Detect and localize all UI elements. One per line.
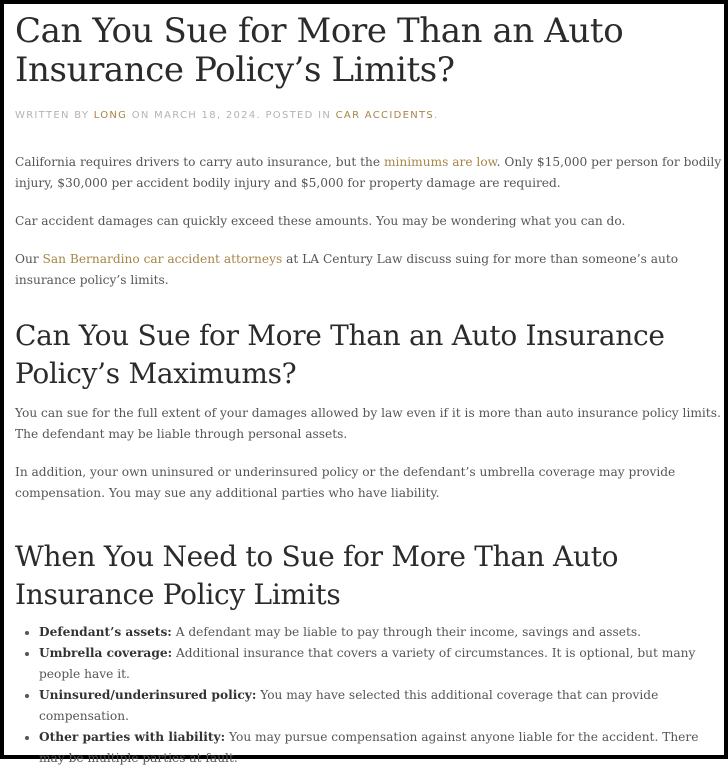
list-item	[39, 622, 723, 643]
section-1-heading: Can You Sue for More Than an Auto Insurance Policy’s Maximums?	[15, 319, 665, 390]
intro-paragraph-3	[15, 249, 723, 291]
list-item-label: Umbrella coverage:	[39, 646, 173, 660]
minimums-link[interactable]: minimums are low	[383, 155, 497, 169]
intro-p3-before: Our	[15, 252, 39, 266]
intro-p1-after: . Only $15,000 per person for bodily injury, $30,000 per accident bodily injury and $5,000 for property damage are required.	[15, 155, 722, 190]
meta-written-by: WRITTEN BY	[15, 110, 90, 121]
meta-on: ON	[131, 110, 150, 121]
article	[4, 4, 723, 769]
intro-paragraph-2: Car accident damages can quickly exceed these amounts. You may be wondering what you can do.	[15, 214, 626, 228]
article-meta	[15, 110, 723, 121]
reasons-list	[15, 622, 723, 769]
list-item-label: Uninsured/underinsured policy:	[39, 688, 257, 702]
article-title: Can You Sue for More Than an Auto Insurance Policy’s Limits?	[15, 11, 624, 90]
list-item	[39, 727, 723, 769]
intro-p1-before: California requires drivers to carry auto insurance, but the	[15, 155, 381, 169]
meta-end: .	[434, 110, 439, 121]
list-item	[39, 643, 723, 685]
section-1-paragraph-2: In addition, your own uninsured or underinsured policy or the defendant’s umbrella coverage may provide compensation. You may sue any additional parties who have liability.	[15, 465, 676, 500]
list-item-text: Additional insurance that covers a variety of circumstances. It is optional, but many people have it.	[39, 646, 696, 681]
list-item-text: You may have selected this additional coverage that can provide compensation.	[39, 688, 659, 723]
list-item-text: You may pursue compensation against anyone liable for the accident. There may be multiple parties at fault.	[39, 730, 699, 765]
attorneys-link[interactable]: San Bernardino car accident attorneys	[42, 252, 283, 266]
section-1-paragraph-1: You can sue for the full extent of your damages allowed by law even if it is more than auto insurance policy limits. The defendant may be liable through personal assets.	[15, 406, 721, 441]
category-link[interactable]: CAR ACCIDENTS	[335, 110, 435, 121]
meta-date: MARCH 18, 2024	[154, 110, 257, 121]
list-item	[39, 685, 723, 727]
meta-posted-in: . POSTED IN	[256, 110, 332, 121]
intro-paragraph-1	[15, 152, 723, 194]
list-item-label: Defendant’s assets:	[39, 625, 172, 639]
list-item-text: A defendant may be liable to pay through their income, savings and assets.	[175, 625, 642, 639]
list-item-label: Other parties with liability:	[39, 730, 226, 744]
author-link[interactable]: LONG	[93, 110, 128, 121]
section-2-heading: When You Need to Sue for More Than Auto Insurance Policy Limits	[15, 540, 619, 611]
intro-p3-after: at LA Century Law discuss suing for more than someone’s auto insurance policy’s limits.	[15, 252, 679, 287]
